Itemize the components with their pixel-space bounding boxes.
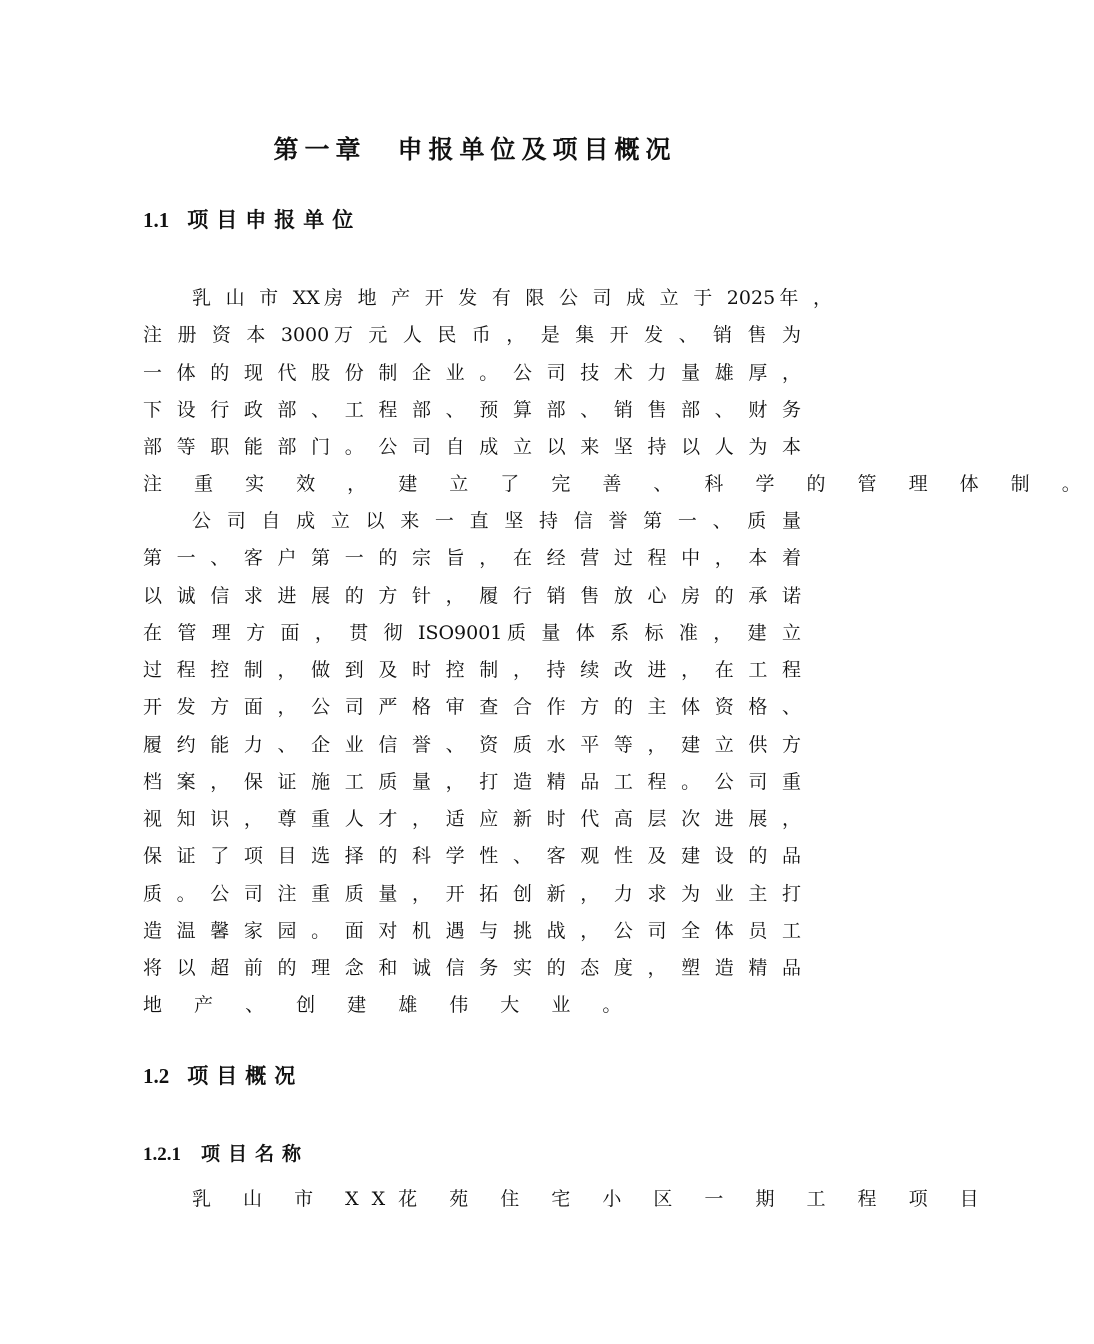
paragraph-2-line-13: 将 以 超 前 的 理 念 和 诚 信 务 实 的 态 度 ， 塑 造 精 品 bbox=[143, 957, 801, 979]
paragraph-2-line-6: 开 发 方 面 ， 公 司 严 格 审 查 合 作 方 的 主 体 资 格 、 bbox=[143, 696, 801, 718]
paragraph-2-line-2: 第 一 、 客 户 第 一 的 宗 旨 ， 在 经 营 过 程 中 ， 本 着 bbox=[143, 547, 801, 569]
paragraph-1-line-1: 乳 山 市 XX房 地 产 开 发 有 限 公 司 成 立 于 2025年 ， bbox=[192, 287, 832, 309]
paragraph-1-line-2: 注 册 资 本 3000万 元 人 民 币 ， 是 集 开 发 、 销 售 为 bbox=[143, 324, 801, 346]
paragraph-2-line-4: 在 管 理 方 面 ， 贯 彻 ISO9001质 量 体 系 标 准 ， 建 立 bbox=[143, 622, 801, 644]
paragraph-2-line-3: 以 诚 信 求 进 展 的 方 针 ， 履 行 销 售 放 心 房 的 承 诺 bbox=[143, 585, 801, 607]
paragraph-1-line-5: 部 等 职 能 部 门 。 公 司 自 成 立 以 来 坚 持 以 人 为 本 bbox=[143, 436, 801, 458]
paragraph-2-line-10: 保 证 了 项 目 选 择 的 科 学 性 、 客 观 性 及 建 设 的 品 bbox=[143, 845, 801, 867]
paragraph-2-line-11: 质 。 公 司 注 重 质 量 ， 开 拓 创 新 ， 力 求 为 业 主 打 bbox=[143, 883, 801, 905]
section-heading-1-2 bbox=[143, 1060, 303, 1092]
paragraph-2-line-14: 地 产 、 创 建 雄 伟 大 业 。 bbox=[143, 994, 635, 1016]
paragraph-2-line-12: 造 温 馨 家 园 。 面 对 机 遇 与 挑 战 ， 公 司 全 体 员 工 bbox=[143, 920, 801, 942]
paragraph-1-line-3: 一 体 的 现 代 股 份 制 企 业 。 公 司 技 术 力 量 雄 厚 ， bbox=[143, 362, 801, 384]
section-number: 1.2 bbox=[143, 1064, 170, 1088]
paragraph-2-line-5: 过 程 控 制 ， 做 到 及 时 控 制 ， 持 续 改 进 ， 在 工 程 bbox=[143, 659, 801, 681]
project-name-text: 乳 山 市 XX花 苑 住 宅 小 区 一 期 工 程 项 目 bbox=[192, 1188, 992, 1210]
section-title: 项目申报单位 bbox=[187, 207, 362, 232]
paragraph-2-line-1: 公 司 自 成 立 以 来 一 直 坚 持 信 誉 第 一 、 质 量 bbox=[192, 510, 801, 532]
paragraph-2-line-9: 视 知 识 ， 尊 重 人 才 ， 适 应 新 时 代 高 层 次 进 展 ， bbox=[143, 808, 801, 830]
section-number: 1.1 bbox=[143, 208, 170, 232]
paragraph-2-line-8: 档 案 ， 保 证 施 工 质 量 ， 打 造 精 品 工 程 。 公 司 重 bbox=[143, 771, 801, 793]
section-heading-1-1 bbox=[143, 204, 361, 236]
section-title: 项目概况 bbox=[187, 1063, 304, 1088]
subsection-heading-1-2-1 bbox=[143, 1139, 309, 1170]
subsection-title: 项目名称 bbox=[201, 1143, 310, 1165]
paragraph-1-line-6: 注 重 实 效 ， 建 立 了 完 善 、 科 学 的 管 理 体 制 。 bbox=[143, 473, 1094, 495]
paragraph-1-line-4: 下 设 行 政 部 、 工 程 部 、 预 算 部 、 销 售 部 、 财 务 bbox=[143, 399, 801, 421]
subsection-number: 1.2.1 bbox=[143, 1144, 181, 1165]
chapter-title: 第一章 申报单位及项目概况 bbox=[273, 135, 677, 164]
paragraph-2-line-7: 履 约 能 力 、 企 业 信 誉 、 资 质 水 平 等 ， 建 立 供 方 bbox=[143, 734, 801, 756]
